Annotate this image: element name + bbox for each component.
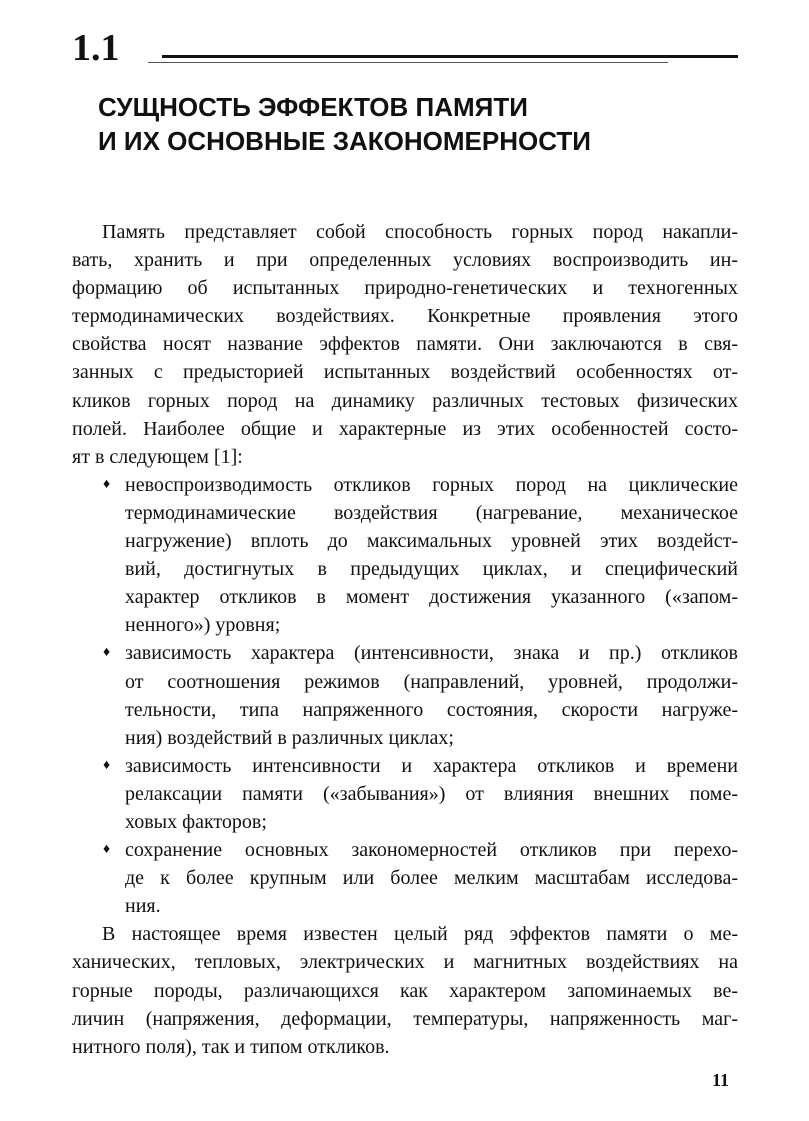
text-line: Память представляет собой способность горных пород накапли- (102, 221, 738, 243)
text-line: свойства носят название эффектов памяти. Они заключаются в свя- (72, 333, 738, 356)
section-title (98, 90, 738, 158)
text-line: ханических, тепловых, электрических и магнитных воздействиях на (72, 951, 738, 974)
text-line: полей. Наиболее общие и характерные из этих особенностей состо- (72, 417, 738, 440)
bullet-item (72, 471, 738, 640)
body-text (72, 218, 738, 1061)
text-line: вать, хранить и при определенных условиях воспроизводить ин- (72, 249, 738, 272)
text-line: ния) воздействий в различных циклах; (125, 726, 454, 749)
paragraph-conclusion (72, 920, 738, 1060)
page-number: 11 (712, 1070, 730, 1090)
text-line: вий, достигнутых в предыдущих циклах, и специфический (125, 558, 738, 581)
diamond-bullet-icon: ♦ (103, 842, 111, 858)
text-line: ♦ невоспроизводимость откликов горных пород на циклические (72, 471, 738, 499)
diamond-bullet-icon: ♦ (103, 645, 111, 661)
text-line: ховых факторов; (125, 810, 267, 833)
paragraph-intro (72, 218, 738, 471)
text-line: де к более крупным или более мелким масштабам исследова- (125, 867, 738, 890)
text-line: кликов горных пород на динамику различных тестовых физических (72, 389, 738, 412)
text-line: ♦ зависимость характера (интенсивности, знака и пр.) откликов (72, 639, 738, 667)
section-title-line: И ИХ ОСНОВНЫЕ ЗАКОНОМЕРНОСТИ (98, 126, 591, 156)
section-number: 1.1 (72, 27, 120, 69)
text-line: термодинамических воздействиях. Конкретные проявления этого (72, 305, 738, 328)
text-line: ния. (125, 895, 161, 918)
text-line: формацию об испытанных природно-генетических и техногенных (72, 277, 738, 300)
text-line: горные породы, различающихся как характером запоминаемых ве- (72, 979, 738, 1002)
text-line: занных с предысторией испытанных воздействий особенностях от- (72, 361, 738, 384)
bullet-item (72, 639, 738, 751)
text-line: ят в следующем [1]: (72, 445, 243, 468)
text-line: ненного») уровня; (125, 614, 281, 637)
bullet-item (72, 752, 738, 836)
header-rule-underline (148, 62, 668, 63)
text-line: характер откликов в момент достижения указанного («запом- (125, 586, 738, 609)
text-line: термодинамические воздействия (нагревание, механическое (125, 501, 738, 524)
section-title-line: СУЩНОСТЬ ЭФФЕКТОВ ПАМЯТИ (98, 92, 528, 122)
text-line: ♦ сохранение основных закономерностей откликов при перехо- (72, 836, 738, 864)
text-line: тельности, типа напряженного состояния, скорости нагруже- (125, 698, 738, 721)
text-line: релаксации памяти («забывания») от влияния внешних поме- (125, 782, 738, 805)
diamond-bullet-icon: ♦ (103, 757, 111, 773)
text-line: В настоящее время известен целый ряд эффектов памяти о ме- (102, 923, 738, 946)
header-rule (162, 55, 738, 58)
text-line: от соотношения режимов (направлений, уровней, продолжи- (125, 670, 738, 693)
bullet-item (72, 836, 738, 920)
text-line: личин (напряжения, деформации, температуры, напряженность маг- (72, 1007, 738, 1030)
text-line: нагружение) вплоть до максимальных уровней этих воздейст- (125, 530, 738, 553)
diamond-bullet-icon: ♦ (103, 476, 111, 492)
text-line: ♦ зависимость интенсивности и характера откликов и времени (72, 752, 738, 780)
text-line: нитного поля), так и типом откликов. (72, 1035, 390, 1058)
